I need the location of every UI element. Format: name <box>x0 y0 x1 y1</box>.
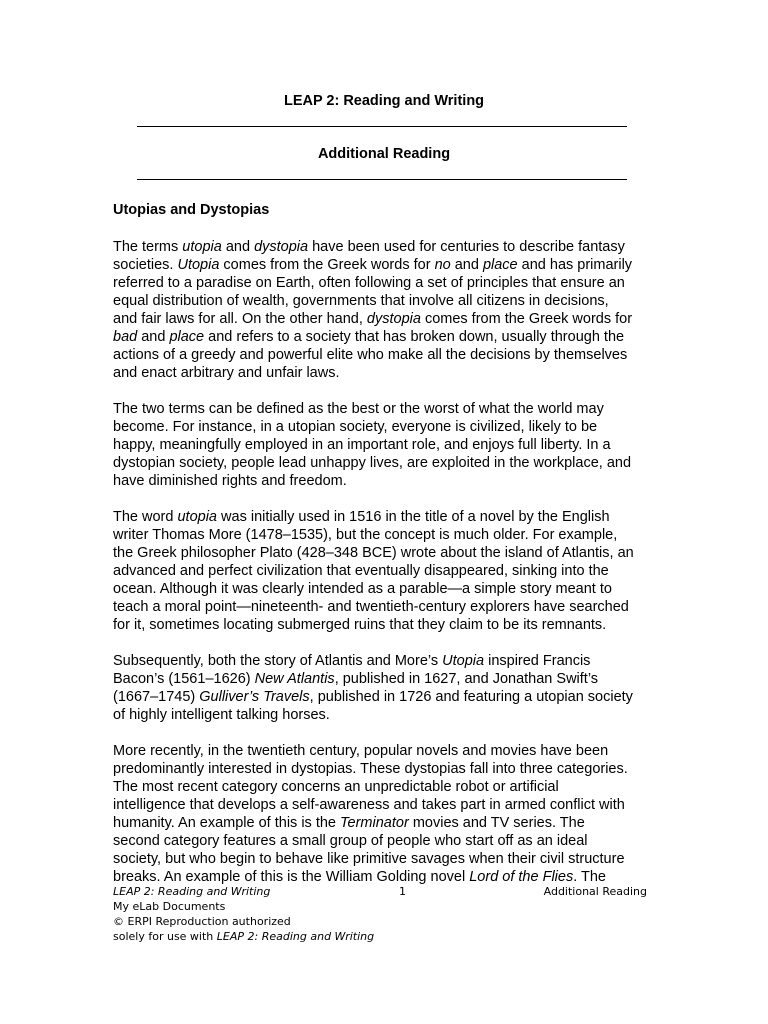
paragraph <box>113 742 658 886</box>
text-line: ocean. Although it was clearly intended as a parable—a simple story meant to <box>113 581 612 597</box>
text-line: the Greek philosopher Plato (428–348 BCE) wrote about the island of Atlantis, an <box>113 545 634 561</box>
text-line: actions of a greedy and powerful elite who make all the decisions by themselves <box>113 347 628 363</box>
text-line: The terms utopia and dystopia have been used for centuries to describe fantasy <box>113 239 625 255</box>
paragraph <box>113 400 658 490</box>
text-line: bad and place and refers to a society that has broken down, usually through the <box>113 329 625 345</box>
text-line: The most recent category concerns an unpredictable robot or artificial <box>113 779 559 795</box>
footer-usage: solely for use with LEAP 2: Reading and Writing <box>113 930 375 943</box>
text-line: become. For instance, in a utopian society, everyone is civilized, likely to be <box>113 419 598 435</box>
text-line: (1667–1745) Gulliver’s Travels, published in 1726 and featuring a utopian society <box>113 689 633 705</box>
page-title: LEAP 2: Reading and Writing <box>283 93 485 109</box>
text-line: happy, meaningfully employed in an important role, and enjoys full liberty. In a <box>113 437 611 453</box>
footer-row-2 <box>113 899 653 914</box>
text-line: humanity. An example of this is the Terminator movies and TV series. The <box>113 815 585 831</box>
text-line: writer Thomas More (1478–1535), but the concept is much older. For example, <box>113 527 618 543</box>
footer-book-title: LEAP 2: Reading and Writing <box>113 885 271 898</box>
article-body <box>113 201 658 904</box>
paragraph <box>113 508 658 634</box>
text-line: intelligence that develops a self-awareness and takes part in armed conflict with <box>113 797 625 813</box>
page-subtitle: Additional Reading <box>317 146 451 162</box>
text-line: breaks. An example of this is the William Golding novel Lord of the Flies. The <box>113 869 606 885</box>
text-line: referred to a paradise on Earth, often following a set of principles that ensure an <box>113 275 625 291</box>
footer-page-number: 1 <box>399 885 406 898</box>
text-line: Subsequently, both the story of Atlantis and More’s Utopia inspired Francis <box>113 653 591 669</box>
footer-elab: My eLab Documents <box>113 900 226 913</box>
text-line: predominantly interested in dystopias. These dystopias fall into three categories. <box>113 761 628 777</box>
footer-row-3 <box>113 914 653 929</box>
text-line: societies. Utopia comes from the Greek words for no and place and has primarily <box>113 257 633 273</box>
text-line: have diminished rights and freedom. <box>113 473 347 489</box>
text-line: Bacon’s (1561–1626) New Atlantis, published in 1627, and Jonathan Swift’s <box>113 671 599 687</box>
paragraph-list <box>113 238 658 886</box>
footer-row-4 <box>113 929 653 944</box>
footer-copyright: © ERPI Reproduction authorized <box>113 915 291 928</box>
text-line: second category features a small group of people who start off as an ideal <box>113 833 588 849</box>
text-line: of highly intelligent talking horses. <box>113 707 330 723</box>
text-line: equal distribution of wealth, governments that involve all citizens in decisions, <box>113 293 609 309</box>
page-footer <box>113 884 653 944</box>
text-line: The word utopia was initially used in 1516 in the title of a novel by the English <box>113 509 610 525</box>
footer-section: Additional Reading <box>543 885 647 898</box>
section-heading: Utopias and Dystopias <box>113 202 270 218</box>
text-line: and fair laws for all. On the other hand, dystopia comes from the Greek words for <box>113 311 633 327</box>
footer-row-1 <box>113 884 653 899</box>
text-line: for it, sometimes locating submerged ruins that they claim to be its remnants. <box>113 617 607 633</box>
text-line: teach a moral point—nineteenth- and twentieth-century explorers have searched <box>113 599 629 615</box>
text-line: dystopian society, people lead unhappy lives, are exploited in the workplace, and <box>113 455 632 471</box>
paragraph <box>113 652 658 724</box>
top-divider <box>137 126 627 127</box>
paragraph <box>113 238 658 382</box>
text-line: More recently, in the twentieth century, popular novels and movies have been <box>113 743 609 759</box>
text-line: The two terms can be defined as the best or the worst of what the world may <box>113 401 604 417</box>
text-line: and enact arbitrary and unfair laws. <box>113 365 340 381</box>
text-line: advanced and perfect civilization that eventually disappeared, sinking into the <box>113 563 609 579</box>
text-line: society, but who begin to behave like primitive savages when their civil structure <box>113 851 625 867</box>
bottom-divider <box>137 179 627 180</box>
